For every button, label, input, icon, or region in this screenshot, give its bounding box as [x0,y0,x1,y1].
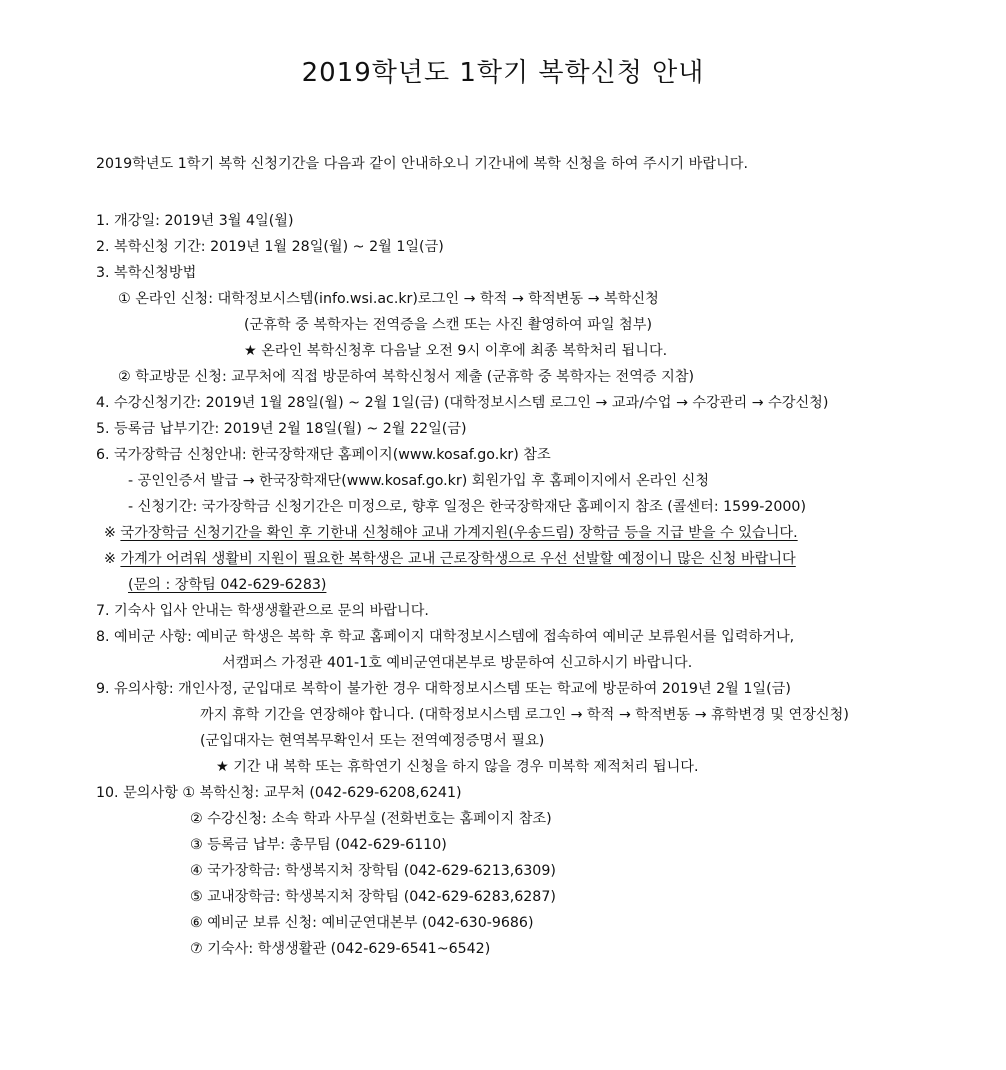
inquiry-dormitory: ⑦ 기숙사: 학생생활관 (042-629-6541~6542) [190,941,491,957]
item-visit-application: ② 학교방문 신청: 교무처에 직접 방문하여 복학신청서 제출 (군휴학 중 복학자는 전역증 지참) [118,369,695,385]
item-dormitory: 7. 기숙사 입사 안내는 학생생활관으로 문의 바랍니다. [96,603,429,619]
reference-mark: ※ [104,525,116,541]
page-title: 2019학년도 1학기 복학신청 안내 [301,58,705,88]
item-return-period: 2. 복학신청 기간: 2019년 1월 28일(월) ~ 2월 1일(금) [96,239,444,255]
scholarship-note-1 [104,523,798,543]
item-tuition-payment: 5. 등록금 납부기간: 2019년 2월 18일(월) ~ 2월 22일(금) [96,421,467,437]
item-online-note-military: (군휴학 중 복학자는 전역증을 스캔 또는 사진 촬영하여 파일 첨부) [244,317,652,333]
item-online-application: ① 온라인 신청: 대학정보시스템(info.wsi.ac.kr)로그인 → 학적 → 학적변동 → 복학신청 [118,291,659,307]
item-return-method: 3. 복학신청방법 [96,265,197,281]
item-scholarship-step: - 공인인증서 발급 → 한국장학재단(www.kosaf.go.kr) 회원가입 후 홈페이지에서 온라인 신청 [128,473,710,489]
item-opening-date: 1. 개강일: 2019년 3월 4일(월) [96,213,294,229]
item-caution-cont-3: ★ 기간 내 복학 또는 휴학연기 신청을 하지 않을 경우 미복학 제적처리 됩니다. [216,759,699,775]
item-reserve-forces: 8. 예비군 사항: 예비군 학생은 복학 후 학교 홈페이지 대학정보시스템에 접속하여 예비군 보류원서를 입력하거나, [96,629,795,645]
item-course-registration: 4. 수강신청기간: 2019년 1월 28일(월) ~ 2월 1일(금) (대학정보시스템 로그인 → 교과/수업 → 수강관리 → 수강신청) [96,395,829,411]
scholarship-note-2-text: 가계가 어려워 생활비 지원이 필요한 복학생은 교내 근로장학생으로 우선 선발할 예정이니 많은 신청 바랍니다 [120,551,796,567]
item-online-note-processing: ★ 온라인 복학신청후 다음날 오전 9시 이후에 최종 복학처리 됩니다. [244,343,668,359]
inquiry-school-scholarship: ⑤ 교내장학금: 학생복지처 장학팀 (042-629-6283,6287) [190,889,556,905]
inquiry-course-registration: ② 수강신청: 소속 학과 사무실 (전화번호는 홈페이지 참조) [190,811,552,827]
inquiry-reserve-forces: ⑥ 예비군 보류 신청: 예비군연대본부 (042-630-9686) [190,915,534,931]
inquiry-tuition: ③ 등록금 납부: 총무팀 (042-629-6110) [190,837,447,853]
item-caution: 9. 유의사항: 개인사정, 군입대로 복학이 불가한 경우 대학정보시스템 또는 학교에 방문하여 2019년 2월 1일(금) [96,681,791,697]
reference-mark: ※ [104,551,116,567]
item-caution-cont-2: (군입대자는 현역복무확인서 또는 전역예정증명서 필요) [200,733,545,749]
intro-text: 2019학년도 1학기 복학 신청기간을 다음과 같이 안내하오니 기간내에 복학 신청을 하여 주시기 바랍니다. [96,156,748,172]
inquiry-national-scholarship: ④ 국가장학금: 학생복지처 장학팀 (042-629-6213,6309) [190,863,556,879]
item-reserve-forces-cont: 서캠퍼스 가정관 401-1호 예비군연대본부로 방문하여 신고하시기 바랍니다. [222,655,693,671]
item-inquiries: 10. 문의사항 ① 복학신청: 교무처 (042-629-6208,6241) [96,785,462,801]
item-caution-cont-1: 까지 휴학 기간을 연장해야 합니다. (대학정보시스템 로그인 → 학적 → 학적변동 → 휴학변경 및 연장신청) [200,707,849,723]
item-scholarship-period: - 신청기간: 국가장학금 신청기간은 미정으로, 향후 일정은 한국장학재단 홈페이지 참조 (콜센터: 1599-2000) [128,499,806,515]
item-national-scholarship: 6. 국가장학금 신청안내: 한국장학재단 홈페이지(www.kosaf.go.kr) 참조 [96,447,551,463]
scholarship-note-2 [104,549,796,569]
scholarship-note-1-text: 국가장학금 신청기간을 확인 후 기한내 신청해야 교내 가계지원(우송드림) 장학금 등을 지급 받을 수 있습니다. [120,525,798,541]
scholarship-contact: (문의 : 장학팀 042-629-6283) [128,577,327,593]
